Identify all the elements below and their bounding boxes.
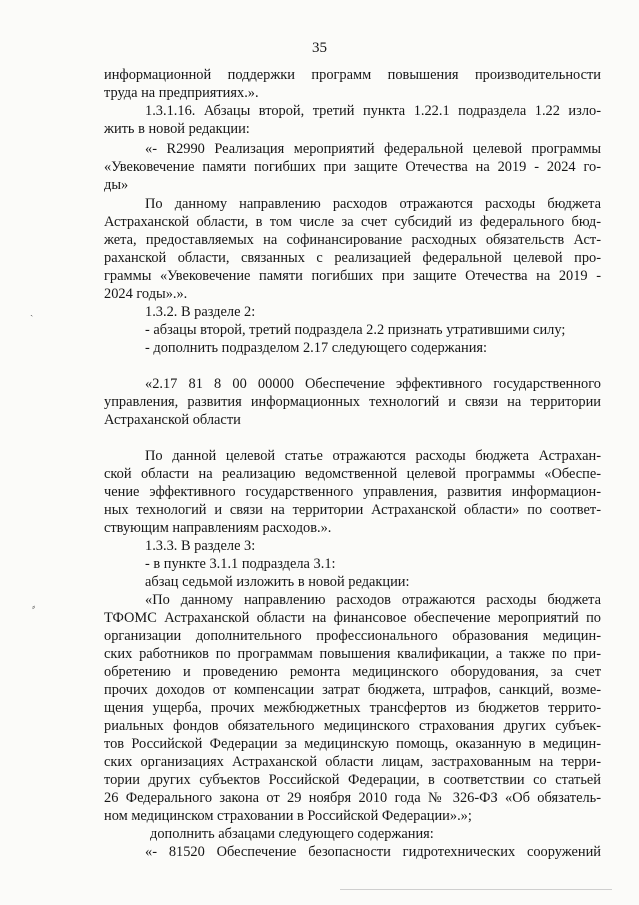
text-line: раханской области, связанных с реализацией федеральной целевой про- xyxy=(104,250,601,266)
text-line: - дополнить подразделом 2.17 следующего содержания: xyxy=(145,340,488,356)
text-line: По данному направлению расходов отражаются расходы бюджета xyxy=(145,196,601,212)
text-line: 26 Федерального закона от 29 ноября 2010 года № 326-ФЗ «Об обязатель- xyxy=(104,790,601,806)
text-line: 1.3.2. В разделе 2: xyxy=(145,304,256,320)
text-line: «По данному направлению расходов отражаются расходы бюджета xyxy=(145,592,601,608)
text-line: 1.3.3. В разделе 3: xyxy=(145,538,256,554)
text-line: ских организациях Астраханской области лицам, застрахованным на терри- xyxy=(104,754,601,770)
text-line: ской области на реализацию ведомственной целевой программы «Обеспе- xyxy=(104,466,601,482)
text-line: ствующим направлениям расходов.». xyxy=(104,520,332,536)
text-line: «Увековечение памяти погибших при защите Отечества на 2019 - 2024 го- xyxy=(104,159,601,175)
text-line: щения ущерба, прочих межбюджетных трансфертов из бюджетов террито- xyxy=(104,700,601,716)
text-line: - абзацы второй, третий подраздела 2.2 признать утратившими силу; xyxy=(145,322,566,338)
text-line: обретению и проведению ремонта медицинского оборудования, за счет xyxy=(104,664,601,680)
margin-mark: ˏ xyxy=(30,306,34,317)
text-line: управления, развития информационных технологий и связи на территории xyxy=(104,394,601,410)
text-line: ТФОМС Астраханской области на финансовое обеспечение мероприятий по xyxy=(104,610,601,626)
text-line: Астраханской области, в том числе за счет субсидий из федерального бюд- xyxy=(104,214,601,230)
text-line: тории других субъектов Российской Федерации, в соответствии со статьей xyxy=(104,772,601,788)
text-line: тов Российской Федерации за медицинскую помощь, оказанную в медицин- xyxy=(104,736,601,752)
text-line: - в пункте 3.1.1 подраздела 3.1: xyxy=(145,556,336,572)
text-line: ских работников по программам повышения квалификации, а также по при- xyxy=(104,646,601,662)
text-line: граммы «Увековечение памяти погибших при защите Отечества на 2019 - xyxy=(104,268,601,284)
text-line: абзац седьмой изложить в новой редакции: xyxy=(145,574,410,590)
text-line: «- R2990 Реализация мероприятий федеральной целевой программы xyxy=(145,141,601,157)
text-line: организации дополнительного профессионального образования медицин- xyxy=(104,628,601,644)
text-line: чение эффективного государственного управления, развития информацион- xyxy=(104,484,601,500)
text-line: дополнить абзацами следующего содержания: xyxy=(150,826,434,842)
text-line: По данной целевой статье отражаются расходы бюджета Астрахан- xyxy=(145,448,601,464)
margin-mark: ⸗ xyxy=(32,602,36,613)
text-line: риальных фондов обязательного медицинского страхования других субъек- xyxy=(104,718,601,734)
text-line: «2.17 81 8 00 00000 Обеспечение эффективного государственного xyxy=(145,376,601,392)
text-line: жить в новой редакции: xyxy=(104,121,250,137)
text-line: труда на предприятиях.». xyxy=(104,85,259,101)
bottom-edge-line xyxy=(340,889,612,890)
page-number: 35 xyxy=(312,40,327,56)
text-line: информационной поддержки программ повышения производительности xyxy=(104,67,601,83)
text-line: ды» xyxy=(104,177,129,193)
text-line: ном медицинском страховании в Российской Федерации».»; xyxy=(104,808,472,824)
text-line: прочих доходов от компенсации затрат бюджета, штрафов, санкций, возме- xyxy=(104,682,601,698)
text-line: жета, предоставляемых на софинансирование расходных обязательств Аст- xyxy=(104,232,601,248)
text-line: «- 81520 Обеспечение безопасности гидротехнических сооружений xyxy=(145,844,601,860)
text-line: 2024 годы».». xyxy=(104,286,188,302)
text-line: Астраханской области xyxy=(104,412,241,428)
text-line: 1.3.1.16. Абзацы второй, третий пункта 1.22.1 подраздела 1.22 изло- xyxy=(145,103,601,119)
text-line: ных технологий и связи на территории Астраханской области» по соответ- xyxy=(104,502,601,518)
